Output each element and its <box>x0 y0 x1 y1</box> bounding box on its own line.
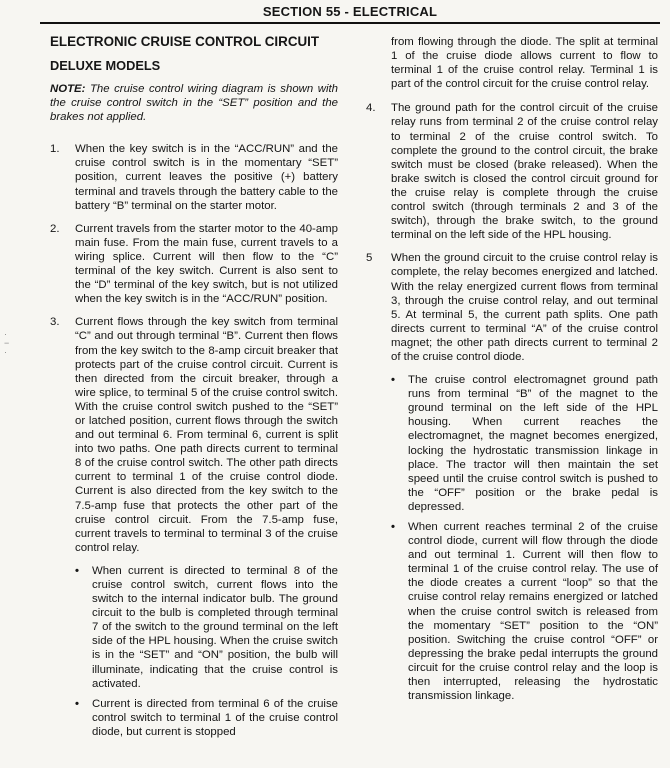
note-label: NOTE: <box>50 83 86 95</box>
note-paragraph <box>50 82 338 124</box>
bullet-item <box>388 373 658 514</box>
list-item-2 <box>50 222 338 307</box>
bullet-text: The cruise control electromagnet ground path runs from terminal “B” of the magnet to the ground terminal on the left side of the HPL housing. When current reaches the electromagnet, the magnet becomes energized, locking the hydrostatic transmission linkage in place. The tractor will then maintain the set speed until the cruise control switch is pushed to the “OFF” position or the brake pedal is depressed. <box>408 374 658 513</box>
bullet-text: When current is directed to terminal 8 of the cruise control switch, current flows into the switch to the internal indicator bulb. The ground circuit to the bulb is completed through terminal 7 of the switch to the ground terminal on the left side of the HPL housing. When the cruise switch is in the “SET” and “ON” position, the bulb will illuminate, indicating that the cruise control is activated. <box>92 564 338 690</box>
item-number: 3. <box>50 316 60 329</box>
right-column <box>366 35 658 709</box>
bullet-text: Current is directed from terminal 6 of the cruise control switch to terminal 1 of the cruise control diode, but current is stopped <box>92 697 338 738</box>
list-item-4 <box>366 101 658 242</box>
section-title: SECTION 55 - ELECTRICAL <box>262 4 438 19</box>
note-text: The cruise control wiring diagram is shown with the cruise control switch in the “SET” position and the brakes not applied. <box>50 83 338 124</box>
item-number: 1. <box>50 143 60 156</box>
bullet-glyph: • <box>391 521 395 533</box>
list-item-3 <box>50 315 338 555</box>
item-number: 5 <box>366 252 373 265</box>
item-number: 4. <box>366 102 376 115</box>
document-title: ELECTRONIC CRUISE CONTROL CIRCUIT <box>50 34 320 49</box>
bullet-item <box>72 564 338 691</box>
item-text: Current flows through the key switch from terminal “C” and out through terminal “B”. Current then flows from the key switch to the 8-amp circuit breaker that protects part of the cruise control circuit. Current is then directed from the circuit breaker, through a wire splice, to terminal 5 of the cruise control switch. With the cruise control switch pushed to the “SET” or latched position, current flows through the switch and out terminal 6. From terminal 6, current is split into two paths. One path directs current to terminal 8 of the cruise control switch. The other path directs current to terminal 1 of the cruise control diode. Current is also directed from the key switch to the 7.5-amp fuse that protects the other part of the cruise control circuit. From the 7.5-amp fuse, current travels to terminal to terminal 3 of the cruise control relay. <box>75 316 338 554</box>
list-item-5 <box>366 251 658 364</box>
continued-paragraph: from flowing through the diode. The split at terminal 1 of the cruise diode allows current to flow to terminal 1 of the cruise control relay. Terminal 1 is part of the control circuit for the cruise control relay. <box>391 36 658 91</box>
item-text: When the ground circuit to the cruise control relay is complete, the relay becomes energized and latched. With the relay energized current flows from terminal 3, through the cruise control relay, and out terminal 5. At terminal 5, the current path splits. One path directs current to terminal “A” of the cruise control magnet; the other path directs current to terminal 2 of the cruise control diode. <box>391 252 658 363</box>
bullet-item <box>72 697 338 739</box>
bullet-glyph: • <box>391 374 395 387</box>
item-text: When the key switch is in the “ACC/RUN” and the cruise control switch is in the momentary “SET” position, current leaves the positive (+) battery terminal and travels through the battery cable to the battery “B” terminal on the starter motor. <box>75 143 338 212</box>
margin-mark: · − · <box>4 329 10 357</box>
list-item-1 <box>50 142 338 212</box>
bullet-glyph: • <box>75 564 79 577</box>
item-number: 2. <box>50 222 60 235</box>
bullet-glyph: • <box>75 697 79 710</box>
bullet-item <box>388 520 658 703</box>
bullet-text: When current reaches terminal 2 of the cruise control diode, current will flow through the diode and out terminal 1. Current will then flow to terminal 1 of the cruise control relay. The use of the diode creates a current “loop” so that the cruise control relay remains energized or latched when the cruise control switch is released from the momentary “SET” position to the “ON” position. Switching the cruise control “OFF” or depressing the brake pedal interrupts the ground circuit for the cruise control relay and the loop is then interrupted, releasing the hydrostatic transmission linkage. <box>408 521 658 703</box>
page-header <box>40 0 660 24</box>
item-text: Current travels from the starter motor to the 40-amp main fuse. From the main fuse, current travels to a wiring splice. Current will then flow to the “C” terminal of the key switch. Current is also sent to the “D” terminal of the key switch, but is not utilized when the key switch is in the “ACC/RUN” position. <box>75 222 338 306</box>
item-text: The ground path for the control circuit of the cruise relay runs from terminal 2 of the cruise control relay to terminal 2 of the cruise control switch. To complete the ground to the control circuit, the brake switch must be closed (brake released). When the brake switch is closed the control circuit ground for the cruise relay is complete through the cruise control switch (through terminals 2 and 3 of the switch), through the brake switch, to the ground terminal on the left side of the HPL housing. <box>391 102 658 242</box>
left-column <box>50 34 338 745</box>
document-subtitle: DELUXE MODELS <box>50 58 161 73</box>
